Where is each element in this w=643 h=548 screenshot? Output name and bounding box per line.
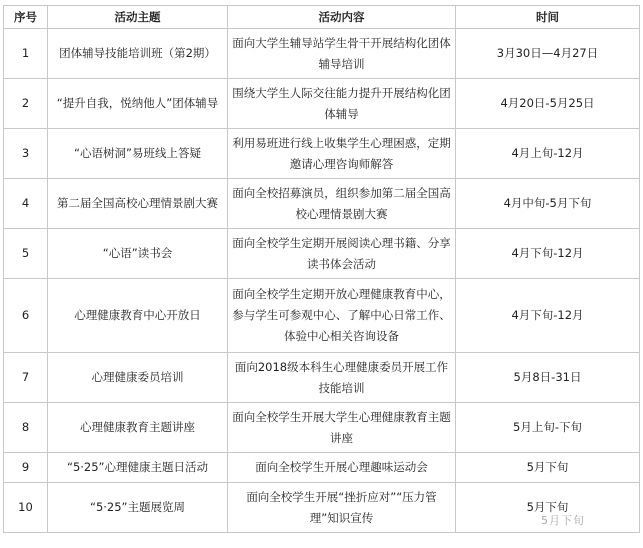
row-no: 9 xyxy=(4,453,48,483)
row-topic: “5·25”主题展览周 xyxy=(48,483,228,533)
row-topic: 团体辅导技能培训班（第2期） xyxy=(48,29,228,79)
row-content: 面向2018级本科生心理健康委员开展工作技能培训 xyxy=(228,353,456,403)
row-time: 5月上旬-下旬 xyxy=(456,403,640,453)
row-no: 2 xyxy=(4,79,48,129)
row-no: 8 xyxy=(4,403,48,453)
row-no: 3 xyxy=(4,129,48,179)
row-content: 面向全校学生开展大学生心理健康教育主题讲座 xyxy=(228,403,456,453)
row-topic: “心语树洞”易班线上答疑 xyxy=(48,129,228,179)
row-time: 5月下旬 xyxy=(456,453,640,483)
row-time: 4月下旬-12月 xyxy=(456,279,640,353)
activity-schedule-table xyxy=(3,5,640,533)
row-no: 4 xyxy=(4,179,48,229)
row-no: 7 xyxy=(4,353,48,403)
header-topic: 活动主题 xyxy=(48,6,228,29)
table-row xyxy=(4,129,640,179)
row-time: 3月30日—4月27日 xyxy=(456,29,640,79)
row-topic: “心语”读书会 xyxy=(48,229,228,279)
row-time: 5月8日-31日 xyxy=(456,353,640,403)
row-time: 4月中旬-5月下旬 xyxy=(456,179,640,229)
row-content: 围绕大学生人际交往能力提升开展结构化团体辅导 xyxy=(228,79,456,129)
table-row xyxy=(4,29,640,79)
header-content: 活动内容 xyxy=(228,6,456,29)
table-row xyxy=(4,179,640,229)
row-no: 1 xyxy=(4,29,48,79)
table-header-row xyxy=(4,6,640,29)
table-row xyxy=(4,79,640,129)
row-content: 面向全校学生定期开放心理健康教育中心，参与学生可参观中心、了解中心日常工作、体验中心相关咨询设备 xyxy=(228,279,456,353)
table-row xyxy=(4,279,640,353)
row-topic: 心理健康委员培训 xyxy=(48,353,228,403)
row-content: 面向全校学生开展心理趣味运动会 xyxy=(228,453,456,483)
row-content: 面向全校学生开展“挫折应对”“压力管理”知识宣传 xyxy=(228,483,456,533)
row-no: 6 xyxy=(4,279,48,353)
row-time: 5月下旬 xyxy=(456,483,640,533)
row-content: 面向全校学生定期开展阅读心理书籍、分享读书体会活动 xyxy=(228,229,456,279)
watermark: 5月下旬 xyxy=(541,514,585,527)
row-time: 4月下旬-12月 xyxy=(456,229,640,279)
header-time: 时间 xyxy=(456,6,640,29)
row-topic: 心理健康教育主题讲座 xyxy=(48,403,228,453)
table-row xyxy=(4,453,640,483)
table-row xyxy=(4,403,640,453)
row-topic: 心理健康教育中心开放日 xyxy=(48,279,228,353)
row-no: 10 xyxy=(4,483,48,533)
row-topic: “提升自我，悦纳他人”团体辅导 xyxy=(48,79,228,129)
row-content: 面向全校招募演员，组织参加第二届全国高校心理情景剧大赛 xyxy=(228,179,456,229)
row-content: 利用易班进行线上收集学生心理困惑，定期邀请心理咨询师解答 xyxy=(228,129,456,179)
row-time: 4月20日-5月25日 xyxy=(456,79,640,129)
row-time: 4月上旬-12月 xyxy=(456,129,640,179)
header-no: 序号 xyxy=(4,6,48,29)
row-topic: “5·25”心理健康主题日活动 xyxy=(48,453,228,483)
row-topic: 第二届全国高校心理情景剧大赛 xyxy=(48,179,228,229)
row-content: 面向大学生辅导站学生骨干开展结构化团体辅导培训 xyxy=(228,29,456,79)
row-no: 5 xyxy=(4,229,48,279)
table-row xyxy=(4,353,640,403)
table-row xyxy=(4,229,640,279)
